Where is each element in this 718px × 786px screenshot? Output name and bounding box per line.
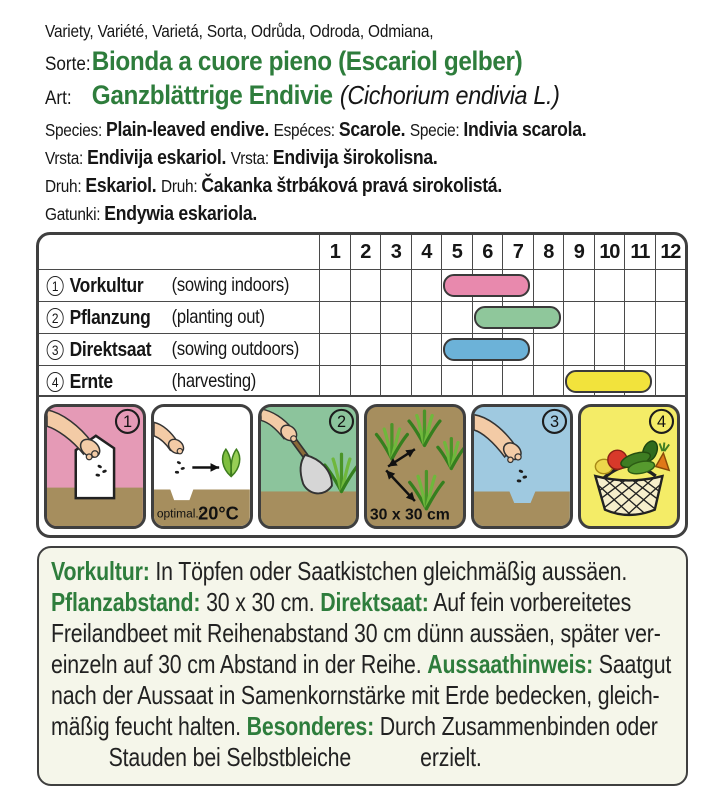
month-cell bbox=[655, 270, 686, 301]
sowing-outdoors-icon bbox=[474, 407, 570, 526]
care-instructions-box bbox=[37, 546, 688, 786]
calendar-month-header bbox=[39, 235, 685, 269]
art-line bbox=[45, 80, 639, 111]
optimal-temperature-icon bbox=[154, 407, 250, 526]
species-row: Vrsta: Endivija eskariol. Vrsta: Endivija širokolisna. bbox=[45, 147, 438, 169]
sowing-indoors-icon bbox=[47, 407, 143, 526]
plant-icon bbox=[438, 439, 463, 469]
calendar-row-pflanzung bbox=[39, 301, 685, 333]
row-name-english: (sowing indoors) bbox=[171, 274, 290, 296]
month-header-cell: 6 bbox=[472, 235, 503, 269]
plant-icon bbox=[410, 411, 441, 445]
month-header-cell: 5 bbox=[441, 235, 472, 269]
circled-number-4: 4 bbox=[47, 372, 64, 392]
calendar-month-row bbox=[319, 235, 685, 269]
plant-spacing-icon bbox=[367, 407, 463, 526]
pictogram-strip bbox=[39, 397, 685, 535]
month-header-cell: 2 bbox=[350, 235, 381, 269]
circled-number-2: 2 bbox=[47, 308, 64, 328]
row-name: Direktsaat bbox=[69, 337, 152, 361]
month-cell bbox=[319, 302, 350, 333]
month-cell bbox=[594, 334, 625, 365]
month-cell bbox=[411, 366, 442, 397]
variety-languages-line: Variety, Variété, Varietá, Sorta, Odrůda, Odroda, Odmiana, bbox=[45, 21, 434, 41]
month-cell bbox=[594, 270, 625, 301]
care-line: Pflanzabstand: 30 x 30 cm. Direktsaat: Auf fein vorbereitetes bbox=[51, 587, 632, 617]
row-name: Vorkultur bbox=[69, 273, 144, 297]
month-cell bbox=[502, 366, 533, 397]
badge-number-4: 4 bbox=[657, 413, 667, 432]
care-line: Vorkultur: In Töpfen oder Saatkistchen gleichmäßig aussäen. bbox=[51, 556, 628, 586]
harvest-basket-icon bbox=[581, 407, 677, 526]
month-cell bbox=[533, 270, 564, 301]
month-cell bbox=[624, 302, 655, 333]
calendar-bar-ernte bbox=[565, 370, 653, 393]
month-cell bbox=[411, 302, 442, 333]
month-cell bbox=[563, 302, 594, 333]
species-row: Species: Plain-leaved endive. Espéces: Scarole. Specie: Indivia scarola. bbox=[45, 119, 587, 141]
sorte-line bbox=[45, 46, 639, 77]
month-cell bbox=[380, 302, 411, 333]
optimal-temperature-value: 20°C bbox=[197, 503, 239, 524]
sowing-calendar-box bbox=[36, 232, 688, 538]
species-row: Gatunki: Endywia eskariola. bbox=[45, 203, 258, 225]
month-cell bbox=[411, 270, 442, 301]
calendar-bar-direktsaat bbox=[443, 338, 531, 361]
optimal-label: optimal.: bbox=[156, 506, 202, 521]
circled-number-3: 3 bbox=[47, 340, 64, 360]
month-cell bbox=[319, 270, 350, 301]
sorte-label: Sorte: bbox=[45, 54, 91, 75]
care-line: mäßig feucht halten. Besonderes: Durch Zusammenbinden oder bbox=[51, 711, 658, 741]
month-cell bbox=[655, 302, 686, 333]
month-cell bbox=[472, 366, 503, 397]
row-name: Ernte bbox=[69, 369, 113, 393]
pictogram-panel-ernte bbox=[578, 404, 680, 529]
header-block bbox=[45, 20, 705, 228]
care-line: Stauden bei Selbstbleiche erzielt. bbox=[51, 742, 482, 772]
calendar-row-ernte bbox=[39, 365, 685, 397]
month-cell bbox=[350, 302, 381, 333]
spacing-dimension-text: 30 x 30 cm bbox=[370, 506, 451, 524]
month-cell bbox=[411, 334, 442, 365]
calendar-bar-vorkultur bbox=[443, 274, 531, 297]
month-header-cell: 10 bbox=[594, 235, 625, 269]
pictogram-panel-pflanzung bbox=[258, 404, 360, 529]
month-header-cell: 3 bbox=[380, 235, 411, 269]
row-name-english: (planting out) bbox=[171, 306, 265, 328]
month-header-cell: 8 bbox=[533, 235, 564, 269]
arrow-to-seedling-icon bbox=[192, 463, 219, 472]
circled-number-1: 1 bbox=[47, 276, 64, 296]
care-line: nach der Aussaat in Samenkornstärke mit Erde bedecken, gleich- bbox=[51, 680, 660, 710]
row-name-english: (sowing outdoors) bbox=[171, 338, 300, 360]
plant-icon bbox=[377, 425, 408, 459]
trowel-icon bbox=[300, 455, 331, 493]
calendar-grid bbox=[39, 235, 685, 397]
month-cell bbox=[319, 366, 350, 397]
calendar-label-spacer bbox=[39, 235, 319, 269]
badge-number-3: 3 bbox=[550, 413, 560, 432]
month-cell bbox=[655, 366, 686, 397]
month-cell bbox=[533, 334, 564, 365]
calendar-row-vorkultur bbox=[39, 269, 685, 301]
month-cell bbox=[350, 366, 381, 397]
species-translations bbox=[45, 116, 705, 228]
row-name-english: (harvesting) bbox=[171, 370, 257, 392]
month-cell bbox=[624, 270, 655, 301]
month-header-cell: 1 bbox=[319, 235, 350, 269]
row-name: Pflanzung bbox=[69, 305, 151, 329]
art-label: Art: bbox=[45, 88, 72, 109]
planting-out-icon bbox=[261, 407, 357, 526]
month-cell bbox=[380, 366, 411, 397]
care-line: einzeln auf 30 cm Abstand in der Reihe. Aussaathinweis: Saatgut bbox=[51, 649, 672, 679]
month-cell bbox=[563, 334, 594, 365]
calendar-row-direktsaat bbox=[39, 333, 685, 365]
month-cell bbox=[624, 334, 655, 365]
pictogram-panel-direktsaat bbox=[471, 404, 573, 529]
pictogram-panel-optimal-temp bbox=[151, 404, 253, 529]
month-header-cell: 11 bbox=[624, 235, 655, 269]
month-cell bbox=[380, 270, 411, 301]
month-cell bbox=[563, 270, 594, 301]
variety-name: Bionda a cuore pieno (Escariol gelber) bbox=[91, 46, 523, 76]
month-cell bbox=[441, 366, 472, 397]
plant-icon bbox=[410, 472, 444, 509]
month-cell bbox=[655, 334, 686, 365]
care-line: Freilandbeet mit Reihenabstand 30 cm dünn aussäen, später ver- bbox=[51, 618, 661, 648]
month-cell bbox=[350, 334, 381, 365]
month-cell bbox=[594, 302, 625, 333]
badge-number-1: 1 bbox=[122, 413, 133, 432]
month-header-cell: 4 bbox=[411, 235, 442, 269]
badge-number-2: 2 bbox=[336, 413, 346, 432]
month-cell bbox=[441, 302, 472, 333]
month-cell bbox=[350, 270, 381, 301]
species-name-german: Ganzblättrige Endivie bbox=[91, 80, 333, 110]
pictogram-panel-spacing bbox=[364, 404, 466, 529]
species-latin-name: (Cichorium endivia L.) bbox=[339, 80, 560, 110]
month-header-cell: 12 bbox=[655, 235, 686, 269]
month-cell bbox=[319, 334, 350, 365]
month-header-cell: 9 bbox=[563, 235, 594, 269]
month-cell bbox=[533, 366, 564, 397]
pictogram-panel-vorkultur bbox=[44, 404, 146, 529]
species-row: Druh: Eskariol. Druh: Čakanka štrbáková pravá sirokolistá. bbox=[45, 175, 502, 197]
month-cell bbox=[380, 334, 411, 365]
month-header-cell: 7 bbox=[502, 235, 533, 269]
calendar-bar-pflanzung bbox=[474, 306, 562, 329]
